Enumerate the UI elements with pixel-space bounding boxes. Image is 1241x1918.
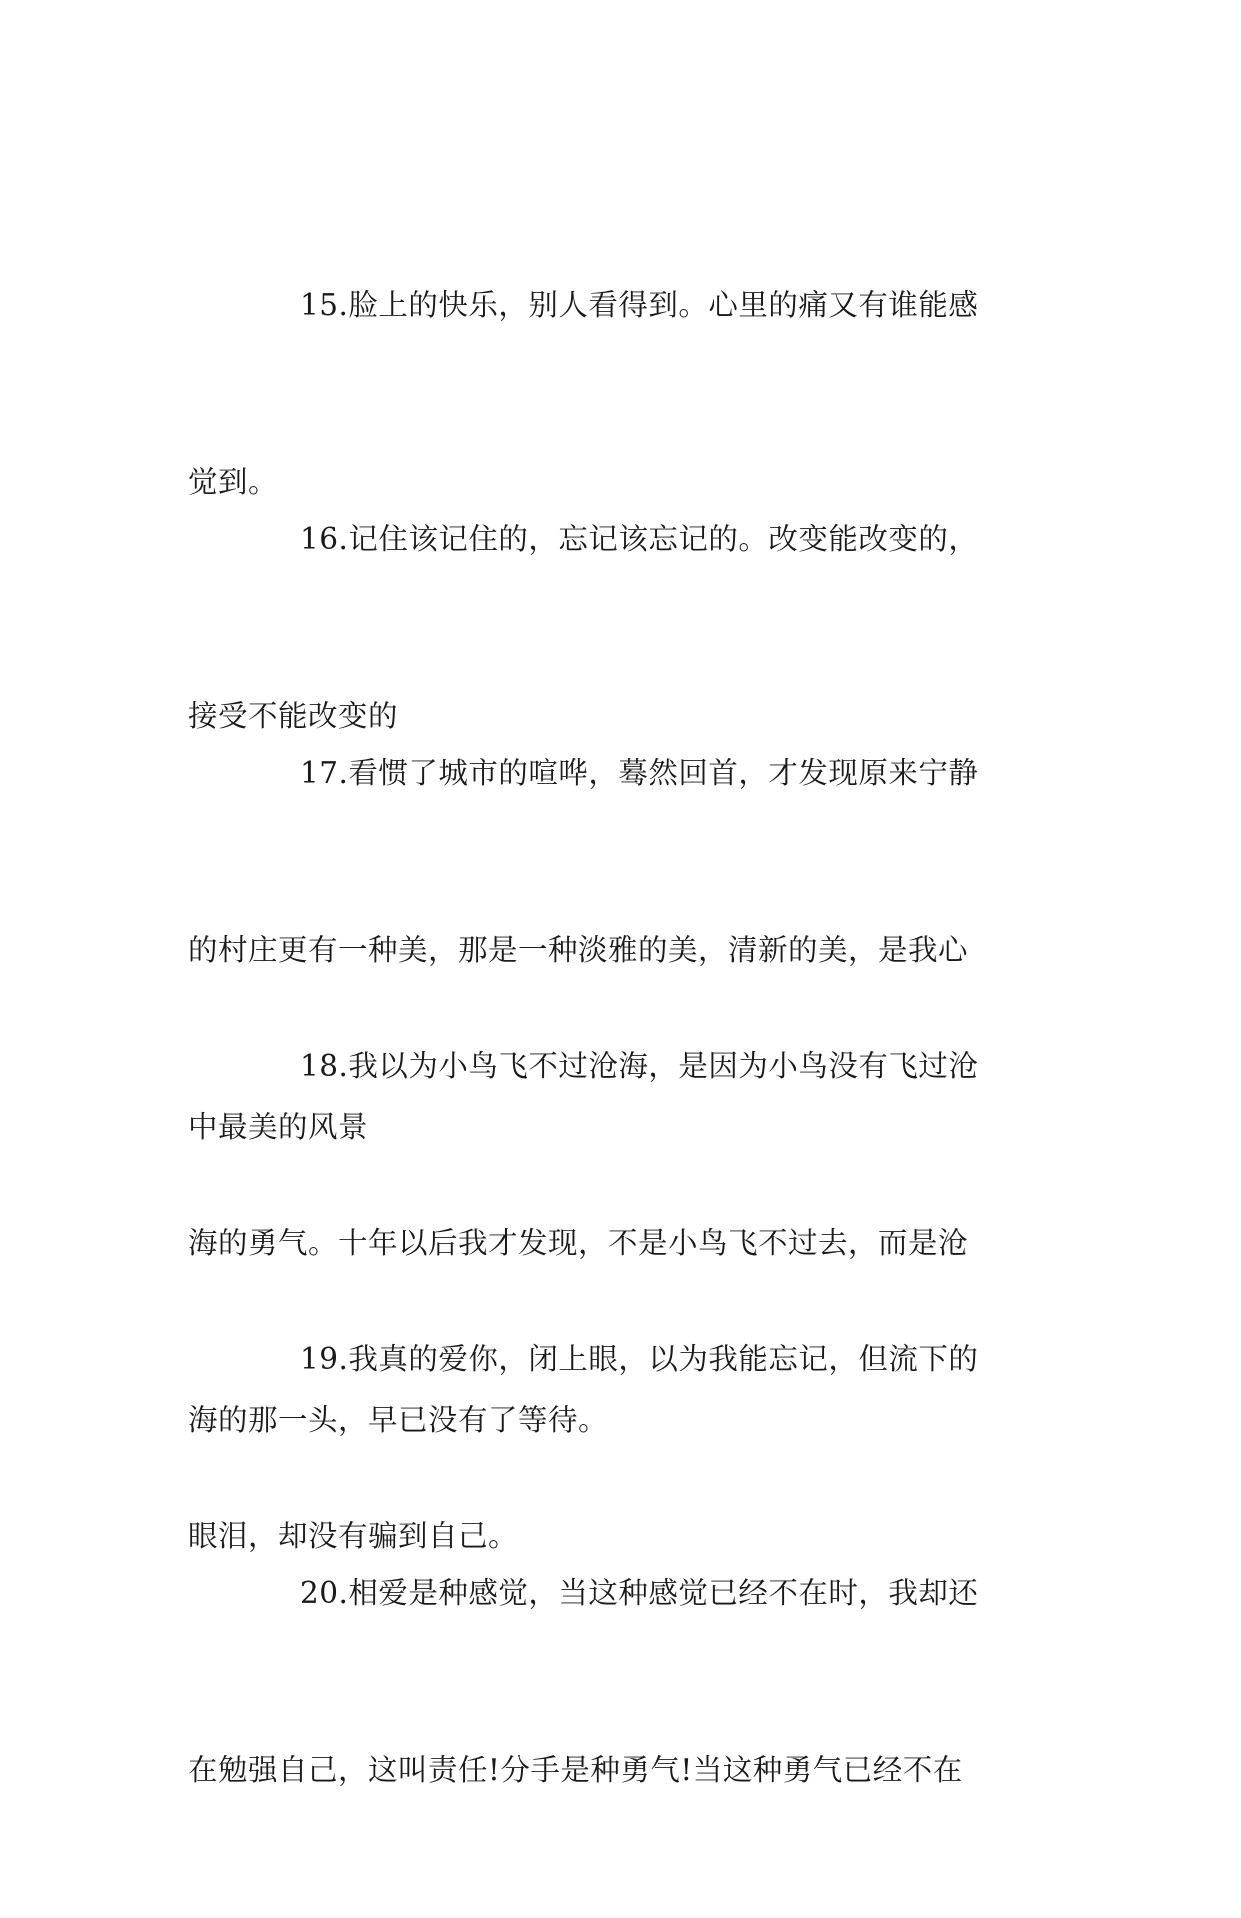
paragraph-line: 的村庄更有一种美，那是一种淡雅的美，清新的美，是我心 bbox=[188, 933, 969, 967]
paragraph-line: 在勉强自己，这叫责任!分手是种勇气!当这种勇气已经不在 bbox=[188, 1753, 963, 1787]
paragraph-line: 17.看惯了城市的喧哗，蓦然回首，才发现原来宁静 bbox=[300, 756, 979, 790]
paragraph-line: 16.记住该记住的，忘记该忘记的。改变能改变的， bbox=[300, 522, 979, 556]
paragraph-20 bbox=[188, 1446, 1056, 1918]
paragraph-line: 中最美的风景 bbox=[188, 1110, 369, 1144]
paragraph-line: 接受不能改变的 bbox=[188, 699, 399, 733]
paragraph-line: 15.脸上的快乐，别人看得到。心里的痛又有谁能感 bbox=[300, 288, 979, 322]
paragraph-line: 20.相爱是种感觉，当这种感觉已经不在时，我却还 bbox=[300, 1576, 979, 1610]
paragraph-line: 海的那一头，早已没有了等待。 bbox=[188, 1403, 609, 1437]
paragraph-line: 海的勇气。十年以后我才发现，不是小鸟飞不过去，而是沧 bbox=[188, 1226, 969, 1260]
paragraph-line: 19.我真的爱你，闭上眼，以为我能忘记，但流下的 bbox=[300, 1342, 979, 1376]
paragraph-line: 觉到。 bbox=[188, 465, 279, 499]
paragraph-line: 眼泪，却没有骗到自己。 bbox=[188, 1519, 519, 1553]
paragraph-line: 18.我以为小鸟飞不过沧海，是因为小鸟没有飞过沧 bbox=[300, 1049, 979, 1083]
